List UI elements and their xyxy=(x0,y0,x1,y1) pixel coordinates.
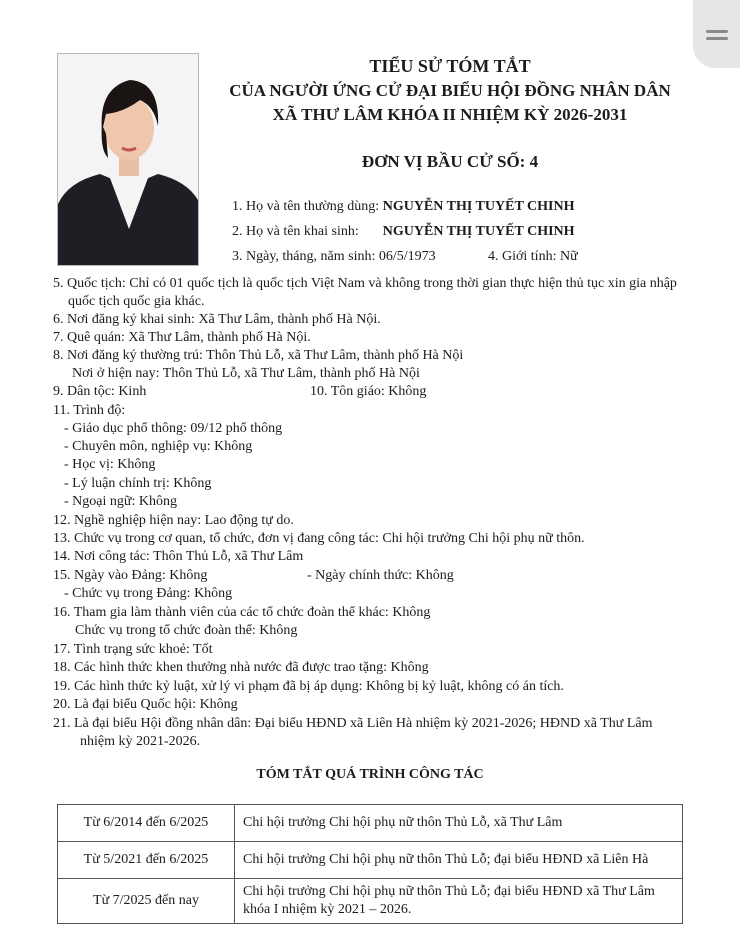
period-cell: Từ 7/2025 đến nay xyxy=(58,879,235,924)
doc-title: TIỂU SỬ TÓM TẮT xyxy=(369,56,531,76)
item-11e: - Ngoại ngữ: Không xyxy=(64,494,177,509)
item-19: 19. Các hình thức kỷ luật, xử lý vi phạm đã bị áp dụng: Không bị kỷ luật, không có án tích. xyxy=(53,679,564,694)
description-cell: Chi hội trưởng Chi hội phụ nữ thôn Thủ Lỗ, xã Thư Lâm xyxy=(235,805,683,842)
item-8-cont: Nơi ở hiện nay: Thôn Thủ Lỗ, xã Thư Lâm, thành phố Hà Nội xyxy=(72,366,420,381)
table-row xyxy=(58,842,683,879)
table-row xyxy=(58,805,683,842)
item-1: 1. Họ và tên thường dùng: NGUYỄN THỊ TUYẾT CHINH xyxy=(232,199,575,214)
item-21-cont: nhiệm kỳ 2021-2026. xyxy=(80,734,201,749)
item-7: 7. Quê quán: Xã Thư Lâm, thành phố Hà Nội. xyxy=(53,330,311,345)
birth-name: NGUYỄN THỊ TUYẾT CHINH xyxy=(382,224,575,239)
item-11: 11. Trình độ: xyxy=(53,403,126,418)
item-15-party-role: - Chức vụ trong Đảng: Không xyxy=(64,586,233,601)
period-cell: Từ 5/2021 đến 6/2025 xyxy=(58,842,235,879)
item-15: 15. Ngày vào Đảng: Không xyxy=(53,568,208,583)
item-8: 8. Nơi đăng ký thường trú: Thôn Thủ Lỗ, xã Thư Lâm, thành phố Hà Nội xyxy=(53,348,464,363)
description-cell: Chi hội trưởng Chi hội phụ nữ thôn Thủ Lỗ; đại biểu HĐND xã Thư Lâm khóa I nhiệm kỳ 2021 – 2026. xyxy=(235,879,683,924)
table-row xyxy=(58,879,683,924)
description-cell: Chi hội trưởng Chi hội phụ nữ thôn Thủ Lỗ; đại biểu HĐND xã Liên Hà xyxy=(235,842,683,879)
item-4: 4. Giới tính: Nữ xyxy=(488,249,578,264)
item-20: 20. Là đại biểu Quốc hội: Không xyxy=(53,697,238,712)
doc-subtitle-term: XÃ THƯ LÂM KHÓA II NHIỆM KỲ 2026-2031 xyxy=(272,105,628,124)
work-history-title: TÓM TẮT QUÁ TRÌNH CÔNG TÁC xyxy=(256,767,484,782)
item-12: 12. Nghề nghiệp hiện nay: Lao động tự do. xyxy=(53,513,294,528)
item-17: 17. Tình trạng sức khoẻ: Tốt xyxy=(53,642,213,657)
item-11c: - Học vị: Không xyxy=(64,457,156,472)
item-5-cont: quốc tịch quốc gia khác. xyxy=(68,294,205,309)
item-10: 10. Tôn giáo: Không xyxy=(310,384,427,399)
item-6: 6. Nơi đăng ký khai sinh: Xã Thư Lâm, thành phố Hà Nội. xyxy=(53,312,381,327)
item-16-cont: Chức vụ trong tổ chức đoàn thể: Không xyxy=(75,623,298,638)
item-5: 5. Quốc tịch: Chỉ có 01 quốc tịch là quốc tịch Việt Nam và không trong thời gian thực hiện thủ tục xin gia nhập xyxy=(53,276,677,291)
item-11d: - Lý luận chính trị: Không xyxy=(64,476,212,491)
item-16: 16. Tham gia làm thành viên của các tổ chức đoàn thể khác: Không xyxy=(53,605,431,620)
item-11b: - Chuyên môn, nghiệp vụ: Không xyxy=(64,439,253,454)
item-3: 3. Ngày, tháng, năm sinh: 06/5/1973 xyxy=(232,249,436,264)
item-9: 9. Dân tộc: Kinh xyxy=(53,384,147,399)
item-15-official: - Ngày chính thức: Không xyxy=(307,568,454,583)
period-cell: Từ 6/2014 đến 6/2025 xyxy=(58,805,235,842)
item-2: 2. Họ và tên khai sinh: NGUYỄN THỊ TUYẾT CHINH xyxy=(232,224,575,239)
item-21: 21. Là đại biểu Hội đồng nhân dân: Đại biểu HĐND xã Liên Hà nhiệm kỳ 2021-2026; HĐND xã Thư Lâm xyxy=(53,716,653,731)
electoral-unit: ĐƠN VỊ BẦU CỬ SỐ: 4 xyxy=(361,152,539,171)
common-name: NGUYỄN THỊ TUYẾT CHINH xyxy=(382,199,575,214)
doc-subtitle: CỦA NGƯỜI ỨNG CỬ ĐẠI BIỂU HỘI ĐỒNG NHÂN DÂN xyxy=(229,81,671,100)
candidate-portrait-photo xyxy=(57,53,199,266)
item-11a: - Giáo dục phổ thông: 09/12 phổ thông xyxy=(64,421,283,436)
item-18: 18. Các hình thức khen thưởng nhà nước đã được trao tặng: Không xyxy=(53,660,429,675)
work-history-table xyxy=(57,804,683,924)
item-14: 14. Nơi công tác: Thôn Thủ Lỗ, xã Thư Lâm xyxy=(53,549,304,564)
item-13: 13. Chức vụ trong cơ quan, tổ chức, đơn vị đang công tác: Chi hội trưởng Chi hội phụ nữ thôn. xyxy=(53,531,585,546)
